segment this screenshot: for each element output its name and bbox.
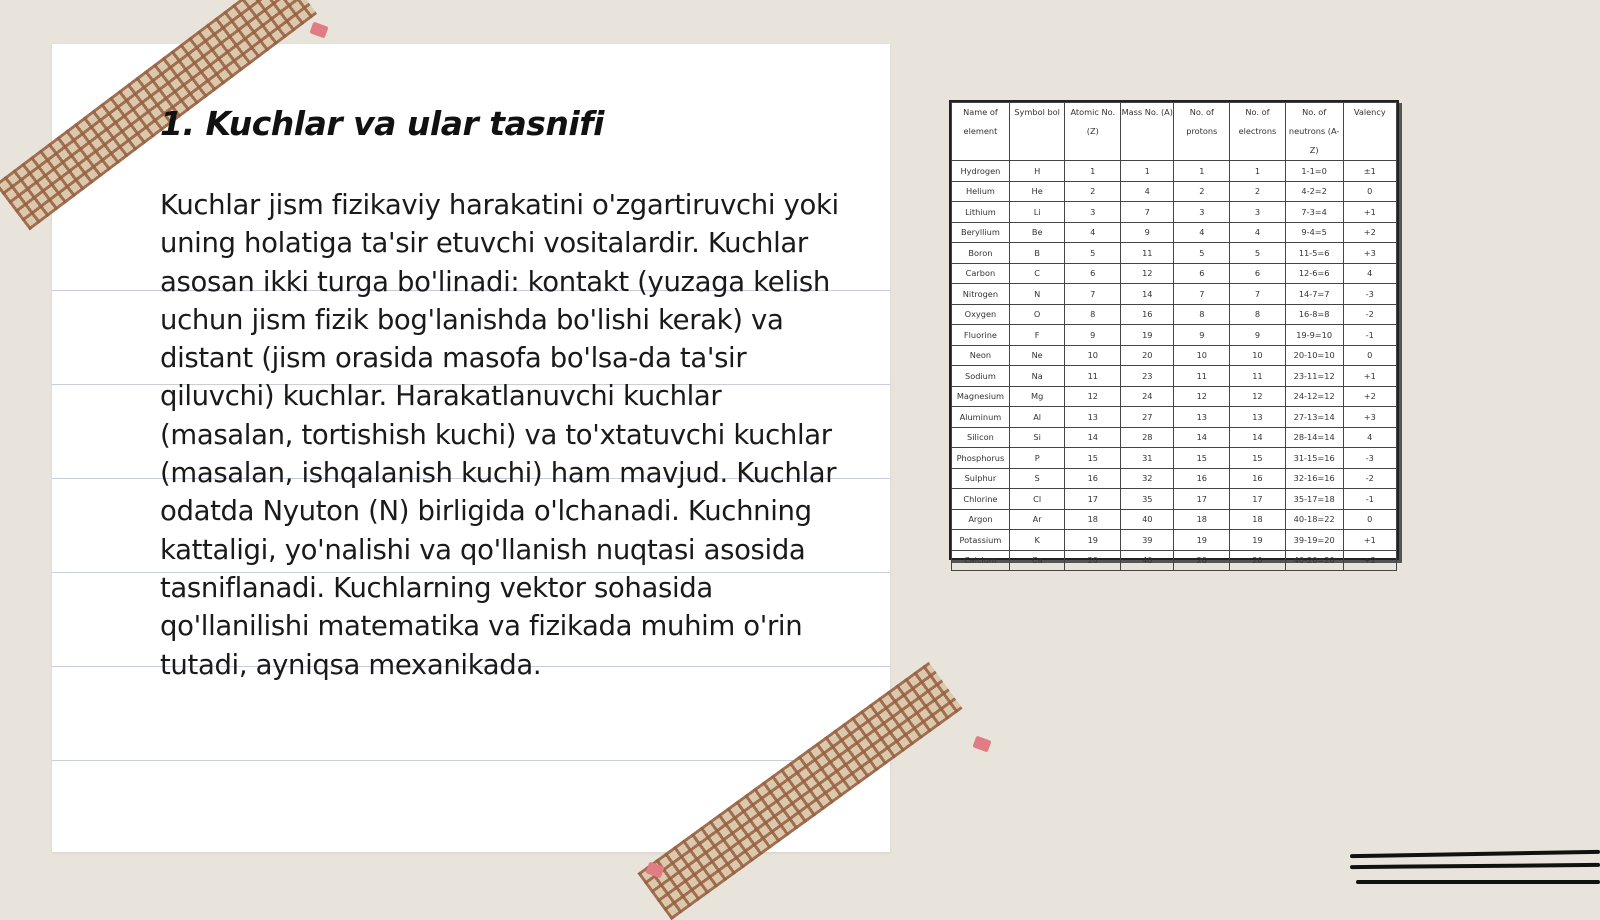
slide-body-text: Kuchlar jism fizikaviy harakatini o'zgartiruvchi yoki uning holatiga ta'sir etuvchi vositalardir. Kuchlar asosan ikki turga bo'linadi: kontakt (yuzaga kelish uchun jism fizik bog'lanishda bo'lishi kerak) va distant (jism orasida masofa bo'lsa-da ta'sir qiluvchi) kuchlar. Harakatlanuvchi kuchlar (masalan, tortishish kuchi) va to'xtatuvchi kuchlar (masalan, ishqalanish kuchi) ham mavjud. Kuchlar odatda Nyuton (N) birligida o'lchanadi. Kuchning kattaligi, yo'nalishi va qo'llanish nuqtasi asosida tasniflanadi. Kuchlarning vektor sohasida qo'llanilishi matematika va fizikada muhim o'rin tutadi, ayniqsa mexanikada. [160,189,839,681]
table-cell: 5 [1065,243,1121,264]
table-cell: Calcium [952,550,1010,571]
table-row [952,263,1397,284]
table-cell: Potassium [952,530,1010,551]
table-row [952,304,1397,325]
table-cell: 4 [1230,222,1286,243]
table-cell: Fluorine [952,325,1010,346]
table-cell: Helium [952,181,1010,202]
table-cell: 11 [1121,243,1174,264]
table-cell: 1 [1174,161,1230,182]
table-cell: 4 [1343,427,1396,448]
table-cell: 14 [1174,427,1230,448]
table-cell: 18 [1174,509,1230,530]
table-cell: 9 [1121,222,1174,243]
table-cell: 13 [1065,407,1121,428]
table-cell: 10 [1230,345,1286,366]
table-cell: S [1009,468,1065,489]
table-cell: 14 [1121,284,1174,305]
table-header-cell: No. of protons [1174,103,1230,161]
table-header-cell: No. of electrons [1230,103,1286,161]
periodic-elements-table-image [949,100,1399,566]
table-cell: Si [1009,427,1065,448]
table-row [952,284,1397,305]
table-cell: 19 [1174,530,1230,551]
table-cell: 14 [1065,427,1121,448]
table-cell: -2 [1343,468,1396,489]
table-cell: +2 [1343,386,1396,407]
slide-title: 1. Kuchlar va ular tasnifi [160,104,604,143]
table-cell: +2 [1343,222,1396,243]
table-row [952,366,1397,387]
table-cell: 4 [1065,222,1121,243]
table-cell: 17 [1230,489,1286,510]
table-cell: Be [1009,222,1065,243]
table-cell: 14-7=7 [1285,284,1343,305]
table-cell: 0 [1343,345,1396,366]
table-cell: 9-4=5 [1285,222,1343,243]
table-cell: 20 [1230,550,1286,571]
table-cell: 13 [1174,407,1230,428]
table-cell: 39 [1121,530,1174,551]
table-row [952,550,1397,571]
table-cell: Ca [1009,550,1065,571]
table-cell: 12 [1230,386,1286,407]
table-header-cell: Name of element [952,103,1010,161]
table-cell: 39-19=20 [1285,530,1343,551]
table-cell: F [1009,325,1065,346]
table-cell: 17 [1174,489,1230,510]
table-cell: +2 [1343,550,1396,571]
table-cell: 32 [1121,468,1174,489]
tape-end-marker [309,22,328,39]
table-cell: Hydrogen [952,161,1010,182]
table-cell: 7 [1065,284,1121,305]
table-cell: 17 [1065,489,1121,510]
table-cell: Carbon [952,263,1010,284]
table-cell: 20 [1065,550,1121,571]
table-cell: 23-11=12 [1285,366,1343,387]
table-cell: 20-10=10 [1285,345,1343,366]
table-cell: 27 [1121,407,1174,428]
table-cell: 28-14=14 [1285,427,1343,448]
table-cell: -1 [1343,489,1396,510]
table-cell: +3 [1343,243,1396,264]
table-cell: Cl [1009,489,1065,510]
table-cell: 12 [1174,386,1230,407]
table-cell: -1 [1343,325,1396,346]
table-header-cell: Mass No. (A) [1121,103,1174,161]
table-cell: 8 [1230,304,1286,325]
table-cell: 32-16=16 [1285,468,1343,489]
table-header-row [952,103,1397,161]
table-cell: 16 [1121,304,1174,325]
table-cell: Lithium [952,202,1010,223]
table-cell: Mg [1009,386,1065,407]
table-cell: Beryllium [952,222,1010,243]
table-row [952,386,1397,407]
table-cell: 24 [1121,386,1174,407]
table-cell: 31 [1121,448,1174,469]
table-cell: 40 [1121,509,1174,530]
table-row [952,161,1397,182]
table-cell: Neon [952,345,1010,366]
table-row [952,325,1397,346]
table-cell: 40 [1121,550,1174,571]
table-cell: Li [1009,202,1065,223]
table-cell: C [1009,263,1065,284]
table-cell: Silicon [952,427,1010,448]
table-cell: 31-15=16 [1285,448,1343,469]
table-cell: 7-3=4 [1285,202,1343,223]
table-row [952,181,1397,202]
table-cell: H [1009,161,1065,182]
table-row [952,407,1397,428]
table-cell: -3 [1343,448,1396,469]
table-cell: 5 [1174,243,1230,264]
table-cell: 16 [1065,468,1121,489]
table-cell: 23 [1121,366,1174,387]
table-cell: 16 [1174,468,1230,489]
table-cell: 8 [1065,304,1121,325]
table-cell: 3 [1065,202,1121,223]
table-cell: 2 [1174,181,1230,202]
decorative-stroke [1350,863,1600,869]
table-cell: -3 [1343,284,1396,305]
table-cell: 13 [1230,407,1286,428]
table-row [952,243,1397,264]
table-cell: Phosphorus [952,448,1010,469]
table-cell: 6 [1065,263,1121,284]
table-row [952,202,1397,223]
table-cell: 6 [1230,263,1286,284]
table-cell: Aluminum [952,407,1010,428]
table-cell: 19 [1121,325,1174,346]
table-cell: 10 [1065,345,1121,366]
table-cell: Al [1009,407,1065,428]
table-cell: O [1009,304,1065,325]
table-cell: +3 [1343,407,1396,428]
table-cell: Chlorine [952,489,1010,510]
table-cell: 1 [1121,161,1174,182]
ruled-line [52,760,890,761]
table-cell: 11-5=6 [1285,243,1343,264]
table-cell: Argon [952,509,1010,530]
decorative-stroke [1356,880,1600,884]
table-cell: 3 [1174,202,1230,223]
table-cell: 3 [1230,202,1286,223]
table-cell: Oxygen [952,304,1010,325]
table-cell: 11 [1065,366,1121,387]
table-cell: 35-17=18 [1285,489,1343,510]
table-cell: 2 [1230,181,1286,202]
table-cell: 40-18=22 [1285,509,1343,530]
table-cell: 9 [1230,325,1286,346]
table-body [952,161,1397,571]
table-cell: 28 [1121,427,1174,448]
table-header-cell: No. of neutrons (A-Z) [1285,103,1343,161]
table-cell: 35 [1121,489,1174,510]
table-cell: He [1009,181,1065,202]
table-cell: 14 [1230,427,1286,448]
table-cell: 8 [1174,304,1230,325]
table-cell: 1-1=0 [1285,161,1343,182]
table-cell: 9 [1174,325,1230,346]
table-cell: 4 [1174,222,1230,243]
table-row [952,427,1397,448]
table-cell: +1 [1343,202,1396,223]
table-cell: Sulphur [952,468,1010,489]
table-cell: +1 [1343,366,1396,387]
table-header-cell: Valency [1343,103,1396,161]
table-row [952,468,1397,489]
table-header-cell: Atomic No. (Z) [1065,103,1121,161]
table-cell: K [1009,530,1065,551]
decorative-stroke [1350,850,1600,858]
table-row [952,509,1397,530]
table-cell: 12 [1121,263,1174,284]
table-cell: 5 [1230,243,1286,264]
table-cell: 19 [1230,530,1286,551]
table-cell: ±1 [1343,161,1396,182]
table-cell: 6 [1174,263,1230,284]
table-cell: 7 [1174,284,1230,305]
table-row [952,448,1397,469]
table-cell: 15 [1230,448,1286,469]
table-cell: 12 [1065,386,1121,407]
table-cell: 4 [1343,263,1396,284]
table-cell: 11 [1230,366,1286,387]
table-cell: Magnesium [952,386,1010,407]
table-cell: 27-13=14 [1285,407,1343,428]
table-cell: 1 [1230,161,1286,182]
table-cell: 12-6=6 [1285,263,1343,284]
table-row [952,489,1397,510]
table-cell: 20 [1121,345,1174,366]
table-cell: 2 [1065,181,1121,202]
table-row [952,345,1397,366]
table-cell: Ne [1009,345,1065,366]
table-cell: -2 [1343,304,1396,325]
table-cell: Na [1009,366,1065,387]
table-cell: Ar [1009,509,1065,530]
table-cell: N [1009,284,1065,305]
table-cell: 40-20=20 [1285,550,1343,571]
table-cell: 7 [1121,202,1174,223]
table-cell: 19 [1065,530,1121,551]
table-cell: 16 [1230,468,1286,489]
tape-end-marker [972,736,991,753]
table-cell: 18 [1230,509,1286,530]
table-cell: 20 [1174,550,1230,571]
table-cell: Boron [952,243,1010,264]
table-cell: 19-9=10 [1285,325,1343,346]
table-cell: 4-2=2 [1285,181,1343,202]
table-cell: 16-8=8 [1285,304,1343,325]
table-cell: Sodium [952,366,1010,387]
elements-table [951,102,1397,571]
table-cell: P [1009,448,1065,469]
table-cell: 24-12=12 [1285,386,1343,407]
table-cell: Nitrogen [952,284,1010,305]
table-cell: 0 [1343,181,1396,202]
table-cell: 18 [1065,509,1121,530]
table-cell: 9 [1065,325,1121,346]
table-row [952,530,1397,551]
table-cell: 4 [1121,181,1174,202]
table-row [952,222,1397,243]
table-cell: 1 [1065,161,1121,182]
table-cell: 10 [1174,345,1230,366]
table-header-cell: Symbol bol [1009,103,1065,161]
table-cell: 0 [1343,509,1396,530]
table-cell: B [1009,243,1065,264]
table-cell: 15 [1174,448,1230,469]
table-cell: 7 [1230,284,1286,305]
table-cell: 15 [1065,448,1121,469]
table-cell: +1 [1343,530,1396,551]
table-cell: 11 [1174,366,1230,387]
